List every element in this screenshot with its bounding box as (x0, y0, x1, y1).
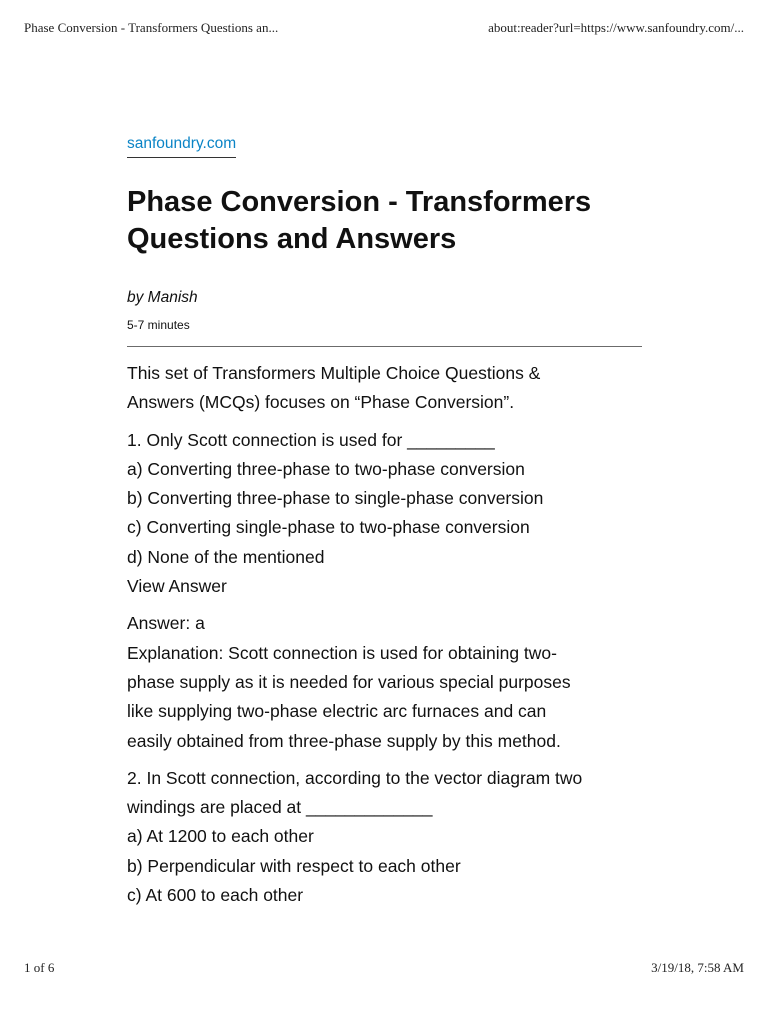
reader-article (127, 134, 642, 918)
print-header-url: about:reader?url=https://www.sanfoundry.com/... (488, 20, 744, 35)
question-text: 1. Only Scott connection is used for _________ (127, 429, 495, 450)
article-content (127, 359, 642, 910)
reading-time: 5-7 minutes (127, 318, 190, 332)
explanation-line: phase supply as it is needed for various special purposes (127, 671, 571, 692)
intro-paragraph (127, 359, 642, 418)
question-text: windings are placed at _____________ (127, 797, 433, 818)
option-b: b) Converting three-phase to single-phase conversion (127, 488, 544, 509)
option-c: c) At 600 to each other (127, 885, 304, 906)
article-title-line: Questions and Answers (127, 223, 457, 255)
print-footer (24, 960, 744, 976)
text-line: This set of Transformers Multiple Choice Questions & (127, 363, 541, 383)
source-domain-link[interactable]: sanfoundry.com (127, 134, 236, 158)
option-a: a) Converting three-phase to two-phase conversion (127, 458, 525, 479)
page-number: 1 of 6 (24, 960, 55, 975)
option-a: a) At 1200 to each other (127, 826, 314, 847)
explanation-line: easily obtained from three-phase supply by this method. (127, 730, 561, 751)
answer-1 (127, 609, 642, 755)
option-d: d) None of the mentioned (127, 546, 325, 567)
option-b: b) Perpendicular with respect to each other (127, 855, 461, 876)
answer-label: Answer: a (127, 613, 205, 634)
option-c: c) Converting single-phase to two-phase conversion (127, 517, 530, 538)
article-title (127, 184, 642, 258)
article-title-line: Phase Conversion - Transformers (127, 186, 592, 218)
article-byline: by Manish (127, 289, 198, 306)
text-line: Answers (MCQs) focuses on “Phase Conversion”. (127, 392, 515, 413)
print-datetime: 3/19/18, 7:58 AM (651, 960, 744, 975)
header-divider (127, 346, 642, 347)
explanation-line: Explanation: Scott connection is used for obtaining two- (127, 642, 557, 663)
question-text: 2. In Scott connection, according to the vector diagram two (127, 767, 583, 788)
question-2 (127, 764, 642, 910)
question-1 (127, 426, 642, 602)
print-header-title: Phase Conversion - Transformers Questions an... (24, 20, 279, 35)
view-answer-toggle[interactable]: View Answer (127, 576, 227, 597)
print-header (24, 20, 744, 36)
explanation-line: like supplying two-phase electric arc furnaces and can (127, 701, 547, 722)
